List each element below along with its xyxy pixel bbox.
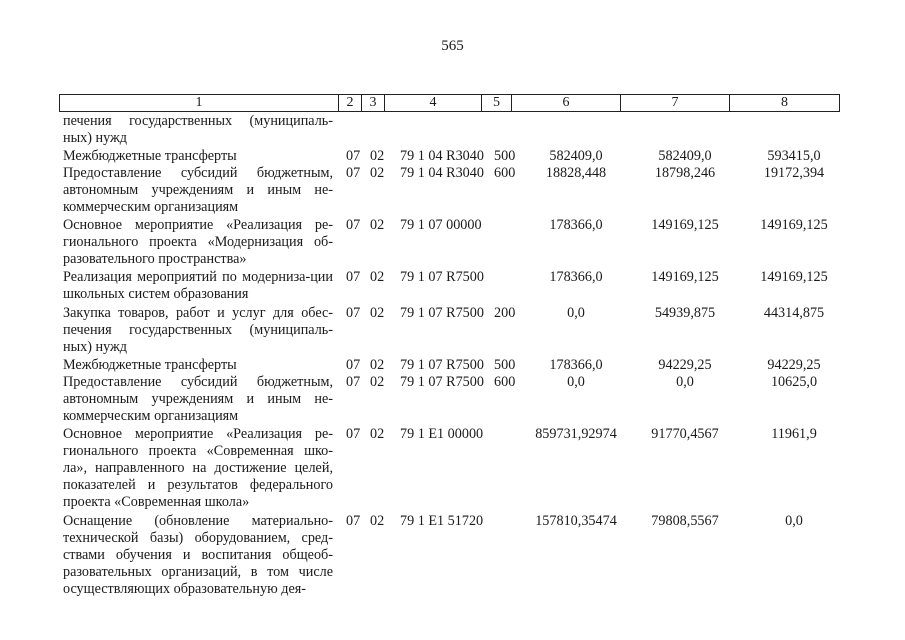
subsection-code: 02 — [370, 217, 385, 233]
section-code: 07 — [346, 357, 361, 373]
subsection-code: 02 — [370, 374, 385, 390]
column-header-7: 7 — [621, 95, 730, 112]
amount-col-8: 593415,0 — [767, 148, 821, 164]
target-article-code: 79 1 07 00000 — [400, 217, 482, 233]
column-header-1: 1 — [60, 95, 339, 112]
row-name: Межбюджетные трансферты — [63, 357, 237, 373]
row-name: Предоставление субсидий бюджетным, автономным учреждениям и иным не-коммерческим организациям — [63, 374, 333, 424]
column-header-row — [60, 95, 840, 112]
amount-col-8: 44314,875 — [763, 305, 825, 321]
page-number: 565 — [441, 38, 464, 54]
amount-col-7: 18798,246 — [654, 165, 716, 181]
amount-col-6: 0,0 — [567, 305, 585, 321]
amount-col-6: 18828,448 — [545, 165, 607, 181]
expense-type-code: 200 — [494, 305, 516, 321]
subsection-code: 02 — [370, 426, 385, 442]
row-name: Межбюджетные трансферты — [63, 148, 237, 164]
target-article-code: 79 1 07 R7500 — [400, 305, 484, 321]
target-article-code: 79 1 04 R3040 — [400, 148, 484, 164]
amount-col-6: 178366,0 — [549, 357, 603, 373]
amount-col-8: 11961,9 — [771, 426, 817, 442]
row-name: Оснащение (обновление материально-технической базы) оборудованием, сред-ствами обучения и воспитания общеоб-разовательных организаций, в том числе осуществляющих образовательную дея- — [63, 513, 333, 597]
amount-col-6: 157810,35474 — [535, 513, 617, 529]
amount-col-7: 0,0 — [676, 374, 694, 390]
target-article-code: 79 1 07 R7500 — [400, 269, 484, 285]
amount-col-8: 149169,125 — [760, 269, 828, 285]
row-name: Закупка товаров, работ и услуг для обес-печения государственных (муниципаль-ных) нужд — [63, 305, 333, 355]
column-header-5: 5 — [482, 95, 512, 112]
section-code: 07 — [346, 217, 361, 233]
column-header-4: 4 — [385, 95, 482, 112]
target-article-code: 79 1 07 R7500 — [400, 374, 484, 390]
column-header-table — [59, 94, 840, 112]
expense-type-code: 600 — [494, 165, 516, 181]
section-code: 07 — [346, 148, 361, 164]
amount-col-8: 19172,394 — [763, 165, 825, 181]
subsection-code: 02 — [370, 165, 385, 181]
section-code: 07 — [346, 305, 361, 321]
amount-col-8: 10625,0 — [770, 374, 818, 390]
column-header-6: 6 — [512, 95, 621, 112]
section-code: 07 — [346, 165, 361, 181]
expense-type-code: 600 — [494, 374, 516, 390]
amount-col-6: 859731,92974 — [535, 426, 617, 442]
row-name: Реализация мероприятий по модерниза-ции школьных систем образования — [63, 269, 333, 302]
column-header-8: 8 — [730, 95, 840, 112]
amount-col-7: 91770,4567 — [651, 426, 719, 442]
subsection-code: 02 — [370, 148, 385, 164]
amount-col-8: 94229,25 — [767, 357, 821, 373]
target-article-code: 79 1 E1 00000 — [400, 426, 484, 442]
amount-col-6: 582409,0 — [549, 148, 603, 164]
amount-col-7: 149169,125 — [651, 217, 719, 233]
section-code: 07 — [346, 426, 361, 442]
amount-col-7: 54939,875 — [654, 305, 716, 321]
row-name: печения государственных (муниципаль-ных) нужд — [63, 113, 333, 146]
amount-col-7: 582409,0 — [658, 148, 712, 164]
amount-col-6: 178366,0 — [549, 217, 603, 233]
expense-type-code: 500 — [494, 357, 516, 373]
amount-col-8: 0,0 — [785, 513, 803, 529]
target-article-code: 79 1 E1 51720 — [400, 513, 484, 529]
amount-col-7: 94229,25 — [658, 357, 712, 373]
amount-col-7: 149169,125 — [651, 269, 719, 285]
subsection-code: 02 — [370, 269, 385, 285]
amount-col-6: 0,0 — [567, 374, 585, 390]
column-header-3: 3 — [362, 95, 385, 112]
subsection-code: 02 — [370, 357, 385, 373]
section-code: 07 — [346, 269, 361, 285]
target-article-code: 79 1 04 R3040 — [400, 165, 484, 181]
subsection-code: 02 — [370, 305, 385, 321]
amount-col-7: 79808,5567 — [651, 513, 719, 529]
row-name: Основное мероприятие «Реализация ре-гионального проекта «Модернизация об-разовательного пространства» — [63, 217, 333, 267]
amount-col-8: 149169,125 — [760, 217, 828, 233]
row-name: Основное мероприятие «Реализация ре-гионального проекта «Современная шко-ла», направленного на достижение целей, показателей и результатов федерального проекта «Современная школа» — [63, 426, 333, 510]
amount-col-6: 178366,0 — [549, 269, 603, 285]
expense-type-code: 500 — [494, 148, 516, 164]
row-name: Предоставление субсидий бюджетным, автономным учреждениям и иным не-коммерческим организациям — [63, 165, 333, 215]
column-header-2: 2 — [339, 95, 362, 112]
subsection-code: 02 — [370, 513, 385, 529]
section-code: 07 — [346, 513, 361, 529]
section-code: 07 — [346, 374, 361, 390]
target-article-code: 79 1 07 R7500 — [400, 357, 484, 373]
